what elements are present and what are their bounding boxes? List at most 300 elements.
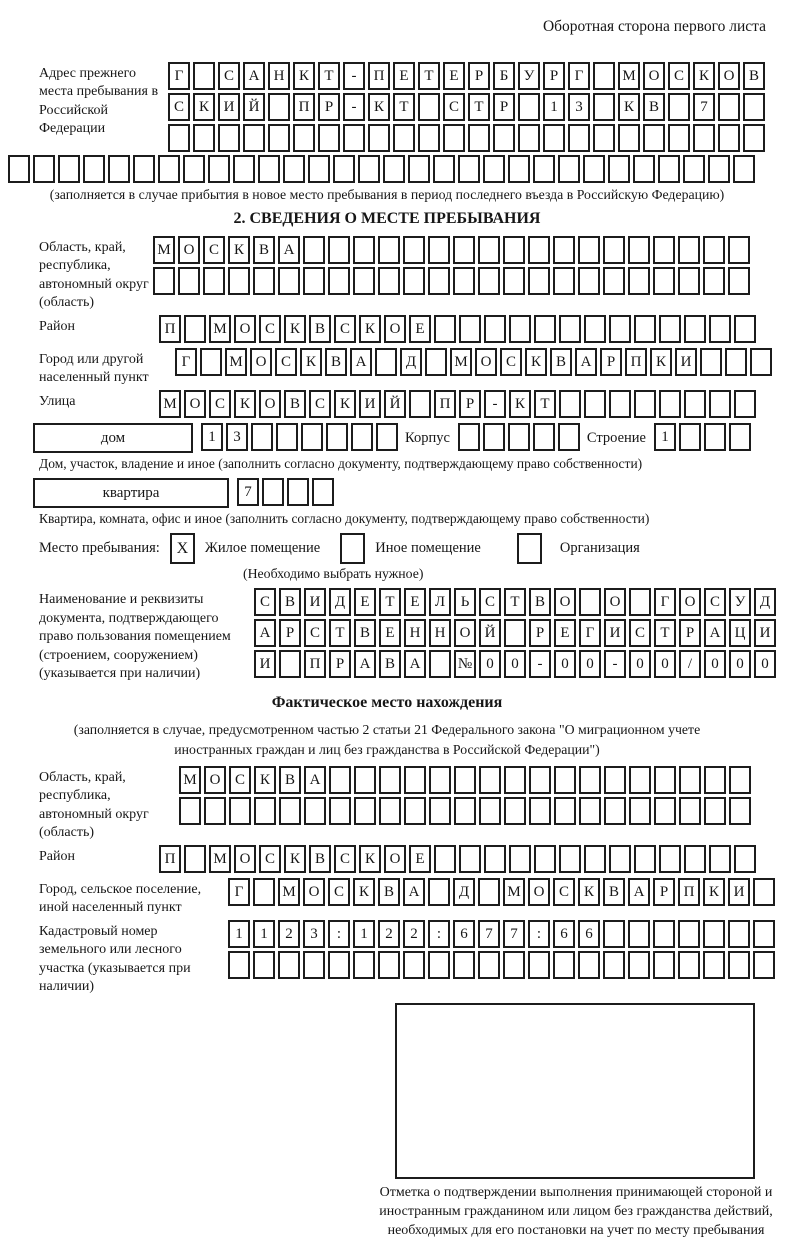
char-box[interactable]: А	[575, 348, 597, 376]
char-box[interactable]	[459, 315, 481, 343]
char-box[interactable]: Т	[654, 619, 676, 647]
char-box[interactable]	[584, 390, 606, 418]
char-box[interactable]: Е	[554, 619, 576, 647]
char-box[interactable]	[312, 478, 334, 506]
char-box[interactable]: -	[604, 650, 626, 678]
char-box[interactable]	[593, 93, 615, 121]
checkbox-residential[interactable]: X	[170, 533, 195, 564]
char-box[interactable]: М	[153, 236, 175, 264]
char-box[interactable]: 3	[303, 920, 325, 948]
char-box[interactable]	[593, 124, 615, 152]
char-box[interactable]	[559, 315, 581, 343]
char-box[interactable]: В	[643, 93, 665, 121]
char-box[interactable]	[678, 236, 700, 264]
char-box[interactable]: Д	[329, 588, 351, 616]
char-box[interactable]	[458, 155, 480, 183]
char-box[interactable]	[268, 93, 290, 121]
char-box[interactable]: А	[304, 766, 326, 794]
char-box[interactable]: Г	[175, 348, 197, 376]
char-box[interactable]: В	[550, 348, 572, 376]
char-box[interactable]	[634, 390, 656, 418]
char-box[interactable]: К	[284, 315, 306, 343]
char-box[interactable]: С	[218, 62, 240, 90]
char-box[interactable]: С	[629, 619, 651, 647]
char-box[interactable]	[653, 951, 675, 979]
char-box[interactable]: К	[525, 348, 547, 376]
char-box[interactable]: 1	[201, 423, 223, 451]
char-box[interactable]	[678, 267, 700, 295]
char-box[interactable]	[509, 845, 531, 873]
char-box[interactable]: 7	[503, 920, 525, 948]
char-box[interactable]	[158, 155, 180, 183]
char-box[interactable]	[493, 124, 515, 152]
char-box[interactable]	[529, 797, 551, 825]
char-box[interactable]	[403, 951, 425, 979]
char-box[interactable]	[709, 390, 731, 418]
char-box[interactable]: И	[675, 348, 697, 376]
char-box[interactable]	[734, 315, 756, 343]
char-box[interactable]	[329, 797, 351, 825]
char-box[interactable]: С	[229, 766, 251, 794]
char-box[interactable]	[204, 797, 226, 825]
char-box[interactable]: -	[529, 650, 551, 678]
char-box[interactable]	[703, 236, 725, 264]
char-box[interactable]: К	[334, 390, 356, 418]
char-box[interactable]	[728, 920, 750, 948]
char-box[interactable]	[378, 236, 400, 264]
char-box[interactable]	[628, 920, 650, 948]
char-box[interactable]	[478, 878, 500, 906]
char-box[interactable]	[418, 93, 440, 121]
char-box[interactable]: С	[334, 315, 356, 343]
char-box[interactable]	[609, 845, 631, 873]
char-box[interactable]	[734, 845, 756, 873]
char-box[interactable]: 6	[578, 920, 600, 948]
char-box[interactable]	[593, 62, 615, 90]
char-box[interactable]	[708, 155, 730, 183]
char-box[interactable]: О	[384, 845, 406, 873]
char-box[interactable]: 1	[543, 93, 565, 121]
char-box[interactable]: Б	[493, 62, 515, 90]
char-box[interactable]	[654, 797, 676, 825]
char-box[interactable]	[434, 315, 456, 343]
char-box[interactable]	[303, 951, 325, 979]
char-box[interactable]	[353, 951, 375, 979]
char-box[interactable]: С	[259, 845, 281, 873]
char-box[interactable]	[704, 423, 726, 451]
char-box[interactable]	[668, 93, 690, 121]
char-box[interactable]	[301, 423, 323, 451]
char-box[interactable]	[283, 155, 305, 183]
char-box[interactable]	[608, 155, 630, 183]
char-box[interactable]: К	[578, 878, 600, 906]
char-box[interactable]	[229, 797, 251, 825]
char-box[interactable]	[603, 920, 625, 948]
char-box[interactable]: К	[193, 93, 215, 121]
char-box[interactable]	[183, 155, 205, 183]
char-box[interactable]	[578, 951, 600, 979]
char-box[interactable]	[425, 348, 447, 376]
char-box[interactable]	[728, 267, 750, 295]
char-box[interactable]	[543, 124, 565, 152]
char-box[interactable]	[604, 766, 626, 794]
char-box[interactable]	[559, 845, 581, 873]
char-box[interactable]	[253, 951, 275, 979]
char-box[interactable]	[684, 390, 706, 418]
char-box[interactable]	[684, 845, 706, 873]
char-box[interactable]	[279, 797, 301, 825]
char-box[interactable]	[403, 267, 425, 295]
char-box[interactable]	[193, 62, 215, 90]
char-box[interactable]: А	[243, 62, 265, 90]
char-box[interactable]: В	[284, 390, 306, 418]
char-box[interactable]	[404, 766, 426, 794]
char-box[interactable]: Т	[418, 62, 440, 90]
char-box[interactable]	[200, 348, 222, 376]
char-box[interactable]	[558, 423, 580, 451]
char-box[interactable]	[393, 124, 415, 152]
char-box[interactable]	[254, 797, 276, 825]
char-box[interactable]	[728, 236, 750, 264]
char-box[interactable]: С	[479, 588, 501, 616]
char-box[interactable]	[278, 951, 300, 979]
char-box[interactable]: П	[293, 93, 315, 121]
char-box[interactable]	[368, 124, 390, 152]
char-box[interactable]: М	[159, 390, 181, 418]
char-box[interactable]: В	[253, 236, 275, 264]
char-box[interactable]	[351, 423, 373, 451]
char-box[interactable]: С	[443, 93, 465, 121]
char-box[interactable]	[653, 236, 675, 264]
char-box[interactable]: Р	[279, 619, 301, 647]
char-box[interactable]	[504, 619, 526, 647]
char-box[interactable]	[534, 315, 556, 343]
char-box[interactable]	[534, 845, 556, 873]
char-box[interactable]	[434, 845, 456, 873]
char-box[interactable]: Е	[354, 588, 376, 616]
char-box[interactable]	[658, 155, 680, 183]
char-box[interactable]: 1	[253, 920, 275, 948]
char-box[interactable]	[533, 155, 555, 183]
char-box[interactable]	[375, 348, 397, 376]
char-box[interactable]	[428, 236, 450, 264]
char-box[interactable]: Е	[409, 315, 431, 343]
checkbox-organization[interactable]	[517, 533, 542, 564]
char-box[interactable]	[584, 845, 606, 873]
char-box[interactable]: №	[454, 650, 476, 678]
char-box[interactable]: М	[209, 845, 231, 873]
char-box[interactable]: Д	[453, 878, 475, 906]
char-box[interactable]	[679, 423, 701, 451]
char-box[interactable]: С	[304, 619, 326, 647]
char-box[interactable]: Е	[443, 62, 465, 90]
char-box[interactable]: С	[328, 878, 350, 906]
char-box[interactable]	[659, 315, 681, 343]
char-box[interactable]: К	[359, 315, 381, 343]
char-box[interactable]	[326, 423, 348, 451]
char-box[interactable]: Й	[479, 619, 501, 647]
char-box[interactable]	[508, 155, 530, 183]
char-box[interactable]	[659, 390, 681, 418]
char-box[interactable]: Е	[409, 845, 431, 873]
char-box[interactable]	[251, 423, 273, 451]
char-box[interactable]	[278, 267, 300, 295]
char-box[interactable]: О	[679, 588, 701, 616]
char-box[interactable]	[518, 93, 540, 121]
char-box[interactable]	[629, 588, 651, 616]
char-box[interactable]	[253, 878, 275, 906]
char-box[interactable]: О	[234, 315, 256, 343]
char-box[interactable]	[443, 124, 465, 152]
char-box[interactable]	[287, 478, 309, 506]
char-box[interactable]: Т	[468, 93, 490, 121]
char-box[interactable]: Г	[168, 62, 190, 90]
char-box[interactable]	[533, 423, 555, 451]
char-box[interactable]	[483, 423, 505, 451]
char-box[interactable]	[693, 124, 715, 152]
char-box[interactable]: Ь	[454, 588, 476, 616]
char-box[interactable]	[428, 951, 450, 979]
char-box[interactable]: К	[293, 62, 315, 90]
char-box[interactable]	[700, 348, 722, 376]
char-box[interactable]	[354, 797, 376, 825]
char-box[interactable]	[253, 267, 275, 295]
char-box[interactable]: В	[378, 878, 400, 906]
char-box[interactable]: У	[518, 62, 540, 90]
char-box[interactable]	[528, 236, 550, 264]
char-box[interactable]: О	[303, 878, 325, 906]
char-box[interactable]	[553, 267, 575, 295]
char-box[interactable]: Т	[329, 619, 351, 647]
char-box[interactable]: А	[278, 236, 300, 264]
char-box[interactable]	[679, 797, 701, 825]
char-box[interactable]	[753, 951, 775, 979]
char-box[interactable]: Г	[568, 62, 590, 90]
char-box[interactable]	[243, 124, 265, 152]
char-box[interactable]: И	[254, 650, 276, 678]
char-box[interactable]: О	[604, 588, 626, 616]
char-box[interactable]	[276, 423, 298, 451]
char-box[interactable]: А	[254, 619, 276, 647]
char-box[interactable]	[629, 766, 651, 794]
char-box[interactable]	[518, 124, 540, 152]
char-box[interactable]: А	[354, 650, 376, 678]
char-box[interactable]	[584, 315, 606, 343]
char-box[interactable]: :	[428, 920, 450, 948]
char-box[interactable]: С	[668, 62, 690, 90]
char-box[interactable]	[184, 845, 206, 873]
char-box[interactable]: К	[284, 845, 306, 873]
char-box[interactable]: Д	[754, 588, 776, 616]
char-box[interactable]	[303, 267, 325, 295]
char-box[interactable]: У	[729, 588, 751, 616]
char-box[interactable]	[409, 390, 431, 418]
char-box[interactable]	[353, 267, 375, 295]
char-box[interactable]	[504, 766, 526, 794]
char-box[interactable]	[428, 878, 450, 906]
char-box[interactable]	[609, 315, 631, 343]
char-box[interactable]: Р	[318, 93, 340, 121]
char-box[interactable]: 0	[554, 650, 576, 678]
char-box[interactable]: В	[325, 348, 347, 376]
char-box[interactable]	[579, 797, 601, 825]
char-box[interactable]: О	[259, 390, 281, 418]
char-box[interactable]: 3	[568, 93, 590, 121]
char-box[interactable]: М	[618, 62, 640, 90]
char-box[interactable]: Л	[429, 588, 451, 616]
char-box[interactable]: Р	[653, 878, 675, 906]
char-box[interactable]	[509, 315, 531, 343]
char-box[interactable]	[729, 766, 751, 794]
char-box[interactable]: А	[704, 619, 726, 647]
char-box[interactable]	[579, 588, 601, 616]
char-box[interactable]	[353, 236, 375, 264]
char-box[interactable]: В	[379, 650, 401, 678]
char-box[interactable]	[704, 766, 726, 794]
char-box[interactable]: Е	[404, 588, 426, 616]
char-box[interactable]: С	[209, 390, 231, 418]
char-box[interactable]: С	[254, 588, 276, 616]
char-box[interactable]: М	[179, 766, 201, 794]
char-box[interactable]	[453, 951, 475, 979]
char-box[interactable]	[508, 423, 530, 451]
char-box[interactable]: В	[354, 619, 376, 647]
char-box[interactable]: М	[503, 878, 525, 906]
char-box[interactable]	[453, 236, 475, 264]
char-box[interactable]: О	[554, 588, 576, 616]
char-box[interactable]	[228, 267, 250, 295]
char-box[interactable]	[709, 315, 731, 343]
char-box[interactable]	[503, 951, 525, 979]
char-box[interactable]	[193, 124, 215, 152]
char-box[interactable]: Т	[318, 62, 340, 90]
char-box[interactable]	[558, 155, 580, 183]
char-box[interactable]	[318, 124, 340, 152]
char-box[interactable]: Р	[679, 619, 701, 647]
char-box[interactable]: Н	[429, 619, 451, 647]
char-box[interactable]: Р	[543, 62, 565, 90]
char-box[interactable]	[628, 951, 650, 979]
char-box[interactable]	[133, 155, 155, 183]
char-box[interactable]	[504, 797, 526, 825]
char-box[interactable]: -	[343, 93, 365, 121]
char-box[interactable]: 7	[478, 920, 500, 948]
char-box[interactable]	[703, 267, 725, 295]
char-box[interactable]	[633, 155, 655, 183]
char-box[interactable]	[643, 124, 665, 152]
char-box[interactable]: К	[650, 348, 672, 376]
char-box[interactable]: 0	[654, 650, 676, 678]
char-box[interactable]: Г	[579, 619, 601, 647]
char-box[interactable]: А	[404, 650, 426, 678]
char-box[interactable]: К	[359, 845, 381, 873]
char-box[interactable]	[478, 236, 500, 264]
char-box[interactable]: 3	[226, 423, 248, 451]
char-box[interactable]	[684, 315, 706, 343]
char-box[interactable]: П	[159, 315, 181, 343]
char-box[interactable]: К	[254, 766, 276, 794]
char-box[interactable]	[258, 155, 280, 183]
char-box[interactable]: Р	[493, 93, 515, 121]
char-box[interactable]: Ц	[729, 619, 751, 647]
char-box[interactable]	[629, 797, 651, 825]
char-box[interactable]	[609, 390, 631, 418]
char-box[interactable]: В	[309, 315, 331, 343]
char-box[interactable]	[428, 267, 450, 295]
char-box[interactable]: 2	[278, 920, 300, 948]
char-box[interactable]: О	[475, 348, 497, 376]
char-box[interactable]: С	[500, 348, 522, 376]
char-box[interactable]	[704, 797, 726, 825]
char-box[interactable]	[603, 267, 625, 295]
char-box[interactable]: 0	[579, 650, 601, 678]
char-box[interactable]: С	[309, 390, 331, 418]
char-box[interactable]	[743, 124, 765, 152]
char-box[interactable]: Р	[459, 390, 481, 418]
char-box[interactable]	[753, 920, 775, 948]
char-box[interactable]: Й	[384, 390, 406, 418]
char-box[interactable]	[333, 155, 355, 183]
char-box[interactable]	[454, 797, 476, 825]
char-box[interactable]: И	[728, 878, 750, 906]
char-box[interactable]: О	[184, 390, 206, 418]
char-box[interactable]	[203, 267, 225, 295]
char-box[interactable]: 7	[237, 478, 259, 506]
char-box[interactable]	[679, 766, 701, 794]
char-box[interactable]: 0	[754, 650, 776, 678]
char-box[interactable]	[603, 236, 625, 264]
char-box[interactable]	[262, 478, 284, 506]
char-box[interactable]: 0	[629, 650, 651, 678]
char-box[interactable]: Е	[379, 619, 401, 647]
char-box[interactable]: Г	[228, 878, 250, 906]
char-box[interactable]	[634, 845, 656, 873]
char-box[interactable]	[578, 236, 600, 264]
char-box[interactable]: К	[353, 878, 375, 906]
char-box[interactable]	[529, 766, 551, 794]
char-box[interactable]: Т	[379, 588, 401, 616]
char-box[interactable]	[218, 124, 240, 152]
char-box[interactable]	[729, 423, 751, 451]
char-box[interactable]: К	[300, 348, 322, 376]
char-box[interactable]: П	[368, 62, 390, 90]
char-box[interactable]	[668, 124, 690, 152]
char-box[interactable]: В	[603, 878, 625, 906]
char-box[interactable]	[478, 951, 500, 979]
char-box[interactable]	[479, 766, 501, 794]
char-box[interactable]	[328, 267, 350, 295]
char-box[interactable]	[728, 951, 750, 979]
char-box[interactable]	[750, 348, 772, 376]
char-box[interactable]	[304, 797, 326, 825]
char-box[interactable]	[376, 423, 398, 451]
char-box[interactable]	[703, 920, 725, 948]
char-box[interactable]	[379, 766, 401, 794]
char-box[interactable]: 6	[453, 920, 475, 948]
char-box[interactable]: К	[693, 62, 715, 90]
char-box[interactable]: С	[259, 315, 281, 343]
char-box[interactable]	[293, 124, 315, 152]
char-box[interactable]: :	[528, 920, 550, 948]
char-box[interactable]: 2	[378, 920, 400, 948]
char-box[interactable]	[378, 951, 400, 979]
char-box[interactable]: Й	[243, 93, 265, 121]
char-box[interactable]: И	[754, 619, 776, 647]
char-box[interactable]: С	[168, 93, 190, 121]
char-box[interactable]	[328, 236, 350, 264]
char-box[interactable]	[268, 124, 290, 152]
char-box[interactable]	[178, 267, 200, 295]
